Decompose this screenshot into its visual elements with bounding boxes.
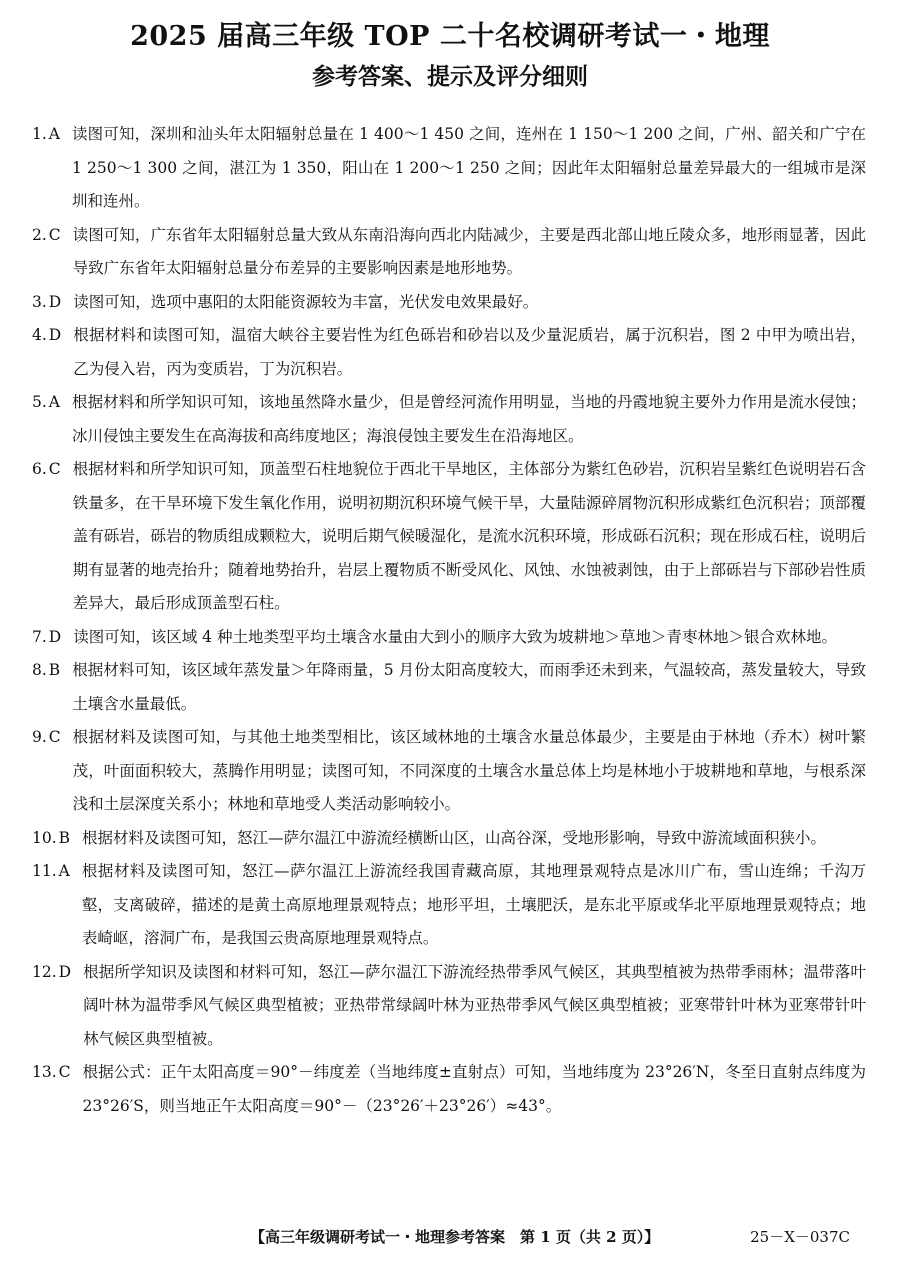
item-explanation: 根据所学知识及读图和材料可知，怒江—萨尔温江下游流经热带季风气候区，其典型植被为热带季雨林；温带落叶阔叶林为温带季风气候区典型植被；亚热带常绿阔叶林为亚热带季风气候区典型植被；亚寒带针叶林为亚寒带针叶林气候区典型植被。: [83, 962, 866, 1048]
item-explanation: 根据材料和所学知识可知，该地虽然降水量少，但是曾经河流作用明显，当地的丹霞地貌主要外力作用是流水侵蚀；冰川侵蚀主要发生在高海拔和高纬度地区；海浪侵蚀主要发生在沿海地区。: [72, 393, 866, 445]
item-answer: C: [48, 225, 61, 244]
item-number: 6.: [32, 460, 47, 478]
item-number: 4.: [32, 326, 47, 344]
item-number: 11.: [32, 862, 57, 880]
item-number: 10.: [32, 828, 57, 847]
answer-item-2: [32, 219, 866, 286]
footer-page-info: 【高三年级调研考试一・地理参考答案 第 1 页（共 2 页）】: [250, 1228, 660, 1246]
item-number: 13.: [32, 1063, 57, 1081]
page-subtitle: 参考答案、提示及评分细则: [312, 63, 588, 90]
item-answer: B: [48, 661, 61, 679]
item-answer: A: [48, 393, 60, 411]
item-answer: D: [48, 292, 62, 311]
item-answer: D: [58, 962, 72, 981]
item-explanation: 根据材料及读图可知，怒江—萨尔温江中游流经横断山区，山高谷深，受地形影响，导致中游流域面积狭小。: [82, 828, 827, 847]
item-explanation: 根据材料及读图可知，与其他土地类型相比，该区域林地的土壤含水量总体最少，主要是由于林地（乔木）树叶繁茂，叶面面积较大，蒸腾作用明显；读图可知，不同深度的土壤含水量总体上均是林地小于坡耕地和草地，与根系深浅和土层深度关系小；林地和草地受人类活动影响较小。: [72, 728, 866, 813]
item-number: 8.: [32, 661, 47, 679]
page-title: 2025 届高三年级 TOP 二十名校调研考试一・地理: [130, 21, 770, 52]
item-explanation: 读图可知，广东省年太阳辐射总量大致从东南沿海向西北内陆减少，主要是西北部山地丘陵众多，地形雨显著，因此导致广东省年太阳辐射总量分布差异的主要影响因素是地形地势。: [72, 225, 866, 277]
item-number: 5.: [32, 393, 47, 411]
answer-item-10: [32, 822, 866, 856]
answer-item-13: [32, 1056, 866, 1123]
item-answer: B: [58, 828, 71, 847]
item-answer: A: [58, 862, 70, 880]
item-explanation: 根据材料可知，该区域年蒸发量＞年降雨量，5 月份太阳高度较大，而雨季还未到来，气温较高，蒸发量较大，导致土壤含水量最低。: [72, 661, 866, 713]
item-explanation: 读图可知，深圳和汕头年太阳辐射总量在 1 400～1 450 之间，连州在 1 150～1 200 之间，广州、韶关和广宁在 1 250～1 300 之间，湛江为 1 350，阳山在 1 200～1 250 之间；因此年太阳辐射总量差异最大的一组城市是深圳和连州。: [72, 125, 866, 210]
item-answer: C: [58, 1063, 71, 1081]
item-number: 12.: [32, 962, 57, 981]
item-explanation: 根据材料及读图可知，怒江—萨尔温江上游流经我国青藏高原，其地理景观特点是冰川广布，雪山连绵；千沟万壑，支离破碎，描述的是黄土高原地理景观特点；地形平坦，土壤肥沃，是东北平原或华北平原地理景观特点；地表崎岖，溶洞广布，是我国云贵高原地理景观特点。: [81, 862, 866, 947]
answer-item-8: [32, 654, 866, 721]
item-number: 1.: [32, 125, 47, 143]
item-explanation: 根据材料和读图可知，温宿大峡谷主要岩性为红色砾岩和砂岩以及少量泥质岩，属于沉积岩，图 2 中甲为喷出岩，乙为侵入岩，丙为变质岩，丁为沉积岩。: [73, 326, 866, 378]
item-number: 3.: [32, 292, 47, 311]
answer-item-6: [32, 453, 866, 621]
item-answer: A: [48, 125, 60, 143]
answer-item-11: [32, 855, 866, 956]
answer-item-1: [32, 118, 866, 219]
item-answer: D: [48, 627, 62, 646]
footer-doc-code: 25－X－037C: [750, 1228, 850, 1246]
answer-item-5: [32, 386, 866, 453]
answer-item-9: [32, 721, 866, 822]
item-explanation: 读图可知，选项中惠阳的太阳能资源较为丰富，光伏发电效果最好。: [73, 292, 539, 311]
item-explanation: 根据材料和所学知识可知，顶盖型石柱地貌位于西北干旱地区，主体部分为紫红色砂岩，沉积岩呈紫红色说明岩石含铁量多，在干旱环境下发生氧化作用，说明初期沉积环境气候干旱，大量陆源碎屑物沉积形成紫红色沉积岩；顶部覆盖有砾岩，砾岩的物质组成颗粒大，说明后期气候暖湿化，是流水沉积环境，形成砾石沉积；现在形成石柱，说明后期有显著的地壳抬升；随着地势抬升，岩层上覆物质不断受风化、风蚀、水蚀被剥蚀，由于上部砾岩与下部砂岩性质差异大，最后形成顶盖型石柱。: [72, 460, 866, 612]
answer-item-12: [32, 956, 866, 1057]
item-explanation: 读图可知，该区域 4 种土地类型平均土壤含水量由大到小的顺序大致为坡耕地＞草地＞青枣林地＞银合欢林地。: [73, 627, 837, 646]
item-explanation: 根据公式：正午太阳高度＝90°－纬度差（当地纬度±直射点）可知，当地纬度为 23°26′N，冬至日直射点纬度为 23°26′S，则当地正午太阳高度＝90°－（23°26′＋23°26′）≈43°。: [82, 1063, 866, 1115]
answer-item-3: [32, 286, 866, 320]
item-number: 9.: [32, 728, 47, 746]
item-answer: C: [48, 728, 61, 746]
item-answer: C: [48, 460, 61, 478]
answer-item-7: [32, 621, 866, 655]
item-number: 2.: [32, 225, 47, 244]
page-footer: [0, 1226, 900, 1254]
answer-list: [32, 118, 866, 1123]
item-number: 7.: [32, 627, 47, 646]
answer-item-4: [32, 319, 866, 386]
item-answer: D: [48, 326, 62, 344]
